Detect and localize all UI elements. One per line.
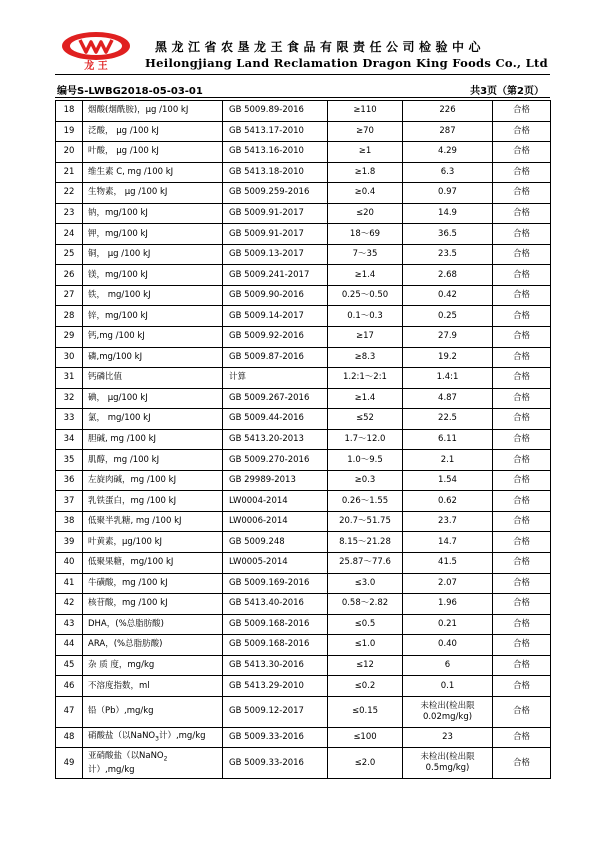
- row-number: 49: [56, 748, 83, 779]
- test-method: GB 5009.33-2016: [223, 748, 328, 779]
- test-item: DHA，(%总脂肪酸): [83, 614, 223, 635]
- test-result: 14.7: [403, 532, 493, 553]
- test-method: GB 5009.248: [223, 532, 328, 553]
- test-result: 19.2: [403, 347, 493, 368]
- row-number: 34: [56, 429, 83, 450]
- verdict: 合格: [493, 748, 551, 779]
- test-result: 226: [403, 101, 493, 122]
- verdict: 合格: [493, 696, 551, 727]
- row-number: 35: [56, 450, 83, 471]
- test-result: 14.9: [403, 203, 493, 224]
- verdict: 合格: [493, 368, 551, 389]
- standard-value: 25.87～77.6: [328, 553, 403, 574]
- standard-value: 1.7～12.0: [328, 429, 403, 450]
- test-result: 23.7: [403, 511, 493, 532]
- test-result: 23.5: [403, 244, 493, 265]
- test-method: LW0005-2014: [223, 553, 328, 574]
- row-number: 26: [56, 265, 83, 286]
- test-result: 6.11: [403, 429, 493, 450]
- test-item: 维生素 C, mg /100 kJ: [83, 162, 223, 183]
- test-method: GB 5009.267-2016: [223, 388, 328, 409]
- test-result: 6: [403, 655, 493, 676]
- test-result: 2.07: [403, 573, 493, 594]
- test-item: 低聚果糖，mg/100 kJ: [83, 553, 223, 574]
- test-method: GB 5413.29-2010: [223, 676, 328, 697]
- test-result: 0.42: [403, 285, 493, 306]
- test-method: GB 5009.33-2016: [223, 727, 328, 748]
- verdict: 合格: [493, 224, 551, 245]
- standard-value: ≥70: [328, 121, 403, 142]
- test-item: ARA，(%总脂肪酸): [83, 635, 223, 656]
- row-number: 33: [56, 409, 83, 430]
- row-number: 45: [56, 655, 83, 676]
- standard-value: 1.0～9.5: [328, 450, 403, 471]
- table-row: [56, 553, 551, 574]
- row-number: 24: [56, 224, 83, 245]
- test-method: LW0006-2014: [223, 511, 328, 532]
- test-result: 36.5: [403, 224, 493, 245]
- table-row: [56, 368, 551, 389]
- table-row: [56, 203, 551, 224]
- test-item: 左旋肉碱，mg /100 kJ: [83, 470, 223, 491]
- table-row: [56, 347, 551, 368]
- test-result: 2.1: [403, 450, 493, 471]
- standard-value: 20.7～51.75: [328, 511, 403, 532]
- company-logo: [60, 30, 132, 70]
- test-method: GB 5413.18-2010: [223, 162, 328, 183]
- test-result: 未检出(检出限 0.02mg/kg): [403, 696, 493, 727]
- test-item: 硝酸盐（以NaNO$_3$计）,mg/kg: [83, 727, 223, 748]
- test-method: GB 5009.168-2016: [223, 635, 328, 656]
- table-row: [56, 470, 551, 491]
- standard-value: ≤0.5: [328, 614, 403, 635]
- row-number: 44: [56, 635, 83, 656]
- standard-value: 18～69: [328, 224, 403, 245]
- verdict: 合格: [493, 121, 551, 142]
- verdict: 合格: [493, 573, 551, 594]
- row-number: 46: [56, 676, 83, 697]
- standard-value: ≤52: [328, 409, 403, 430]
- test-result: 41.5: [403, 553, 493, 574]
- verdict: 合格: [493, 655, 551, 676]
- row-number: 39: [56, 532, 83, 553]
- standard-value: ≥0.3: [328, 470, 403, 491]
- test-method: GB 5009.169-2016: [223, 573, 328, 594]
- table-row: [56, 265, 551, 286]
- test-method: GB 5009.89-2016: [223, 101, 328, 122]
- verdict: 合格: [493, 511, 551, 532]
- test-method: GB 5009.14-2017: [223, 306, 328, 327]
- row-number: 40: [56, 553, 83, 574]
- test-method: GB 5009.92-2016: [223, 327, 328, 348]
- verdict: 合格: [493, 470, 551, 491]
- test-item: 牛磺酸，mg /100 kJ: [83, 573, 223, 594]
- table-row: [56, 224, 551, 245]
- verdict: 合格: [493, 347, 551, 368]
- test-item: 钙,mg /100 kJ: [83, 327, 223, 348]
- verdict: 合格: [493, 306, 551, 327]
- test-result: 27.9: [403, 327, 493, 348]
- row-number: 25: [56, 244, 83, 265]
- row-number: 42: [56, 594, 83, 615]
- test-item: 不溶度指数，ml: [83, 676, 223, 697]
- row-number: 31: [56, 368, 83, 389]
- row-number: 20: [56, 142, 83, 163]
- report-number: 编号S-LWBG2018-05-03-01: [57, 86, 203, 97]
- verdict: 合格: [493, 285, 551, 306]
- standard-value: ≥110: [328, 101, 403, 122]
- test-method: 计算: [223, 368, 328, 389]
- verdict: 合格: [493, 429, 551, 450]
- test-method: GB 5009.259-2016: [223, 183, 328, 204]
- row-number: 36: [56, 470, 83, 491]
- test-item: 杂 质 度，mg/kg: [83, 655, 223, 676]
- verdict: 合格: [493, 409, 551, 430]
- test-method: LW0004-2014: [223, 491, 328, 512]
- table-row: [56, 450, 551, 471]
- table-row: [56, 696, 551, 727]
- standard-value: ≥1: [328, 142, 403, 163]
- test-result: 287: [403, 121, 493, 142]
- verdict: 合格: [493, 203, 551, 224]
- table-row: [56, 727, 551, 748]
- test-item: 钠，mg/100 kJ: [83, 203, 223, 224]
- test-item: 铁， mg/100 kJ: [83, 285, 223, 306]
- table-row: [56, 573, 551, 594]
- table-row: [56, 676, 551, 697]
- test-item: 胆碱, mg /100 kJ: [83, 429, 223, 450]
- test-item: 叶黄素，μg/100 kJ: [83, 532, 223, 553]
- test-result: 未检出(检出限 0.5mg/kg): [403, 748, 493, 779]
- test-result: 2.68: [403, 265, 493, 286]
- results-table: [55, 100, 551, 779]
- standard-value: 0.1～0.3: [328, 306, 403, 327]
- standard-value: 0.26～1.55: [328, 491, 403, 512]
- table-row: [56, 162, 551, 183]
- standard-value: ≤20: [328, 203, 403, 224]
- test-method: GB 5413.17-2010: [223, 121, 328, 142]
- test-item: 亚硝酸盐（以NaNO$_2$ 计）,mg/kg: [83, 748, 223, 779]
- test-result: 0.40: [403, 635, 493, 656]
- test-result: 0.25: [403, 306, 493, 327]
- test-result: 4.87: [403, 388, 493, 409]
- standard-value: 8.15～21.28: [328, 532, 403, 553]
- table-row: [56, 748, 551, 779]
- row-number: 21: [56, 162, 83, 183]
- test-method: GB 5009.12-2017: [223, 696, 328, 727]
- table-row: [56, 532, 551, 553]
- test-result: 1.4:1: [403, 368, 493, 389]
- table-row: [56, 285, 551, 306]
- test-item: 磷,mg/100 kJ: [83, 347, 223, 368]
- test-item: 乳铁蛋白，mg /100 kJ: [83, 491, 223, 512]
- test-item: 锌，mg/100 kJ: [83, 306, 223, 327]
- standard-value: ≥1.8: [328, 162, 403, 183]
- test-method: GB 5009.90-2016: [223, 285, 328, 306]
- table-row: [56, 244, 551, 265]
- row-number: 22: [56, 183, 83, 204]
- table-row: [56, 327, 551, 348]
- row-number: 30: [56, 347, 83, 368]
- test-result: 0.62: [403, 491, 493, 512]
- test-result: 4.29: [403, 142, 493, 163]
- test-method: GB 5009.44-2016: [223, 409, 328, 430]
- test-item: 低聚半乳糖, mg /100 kJ: [83, 511, 223, 532]
- test-result: 22.5: [403, 409, 493, 430]
- verdict: 合格: [493, 594, 551, 615]
- standard-value: ≥1.4: [328, 265, 403, 286]
- test-item: 铅（Pb）,mg/kg: [83, 696, 223, 727]
- test-method: GB 5009.91-2017: [223, 203, 328, 224]
- standard-value: 7～35: [328, 244, 403, 265]
- company-name-en: Heilongjiang Land Reclamation Dragon King Foods Co., Ltd: [145, 56, 548, 70]
- test-item: 核苷酸，mg /100 kJ: [83, 594, 223, 615]
- test-method: GB 5009.168-2016: [223, 614, 328, 635]
- standard-value: ≤0.15: [328, 696, 403, 727]
- verdict: 合格: [493, 183, 551, 204]
- verdict: 合格: [493, 162, 551, 183]
- row-number: 29: [56, 327, 83, 348]
- test-method: GB 5009.270-2016: [223, 450, 328, 471]
- table-row: [56, 635, 551, 656]
- test-result: 0.97: [403, 183, 493, 204]
- test-method: GB 29989-2013: [223, 470, 328, 491]
- table-row: [56, 511, 551, 532]
- table-row: [56, 614, 551, 635]
- row-number: 41: [56, 573, 83, 594]
- verdict: 合格: [493, 553, 551, 574]
- test-item: 氯， mg/100 kJ: [83, 409, 223, 430]
- table-row: [56, 142, 551, 163]
- row-number: 32: [56, 388, 83, 409]
- verdict: 合格: [493, 450, 551, 471]
- verdict: 合格: [493, 635, 551, 656]
- row-number: 18: [56, 101, 83, 122]
- test-item: 钾，mg/100 kJ: [83, 224, 223, 245]
- test-result: 23: [403, 727, 493, 748]
- verdict: 合格: [493, 327, 551, 348]
- test-item: 泛酸， μg /100 kJ: [83, 121, 223, 142]
- row-number: 23: [56, 203, 83, 224]
- test-item: 烟酸(烟酰胺)，μg /100 kJ: [83, 101, 223, 122]
- meta-divider: [55, 97, 550, 98]
- verdict: 合格: [493, 614, 551, 635]
- verdict: 合格: [493, 676, 551, 697]
- logo-text: 龙 王: [84, 61, 108, 70]
- test-item: 铜， μg /100 kJ: [83, 244, 223, 265]
- table-row: [56, 388, 551, 409]
- standard-value: ≥1.4: [328, 388, 403, 409]
- test-item: 钙磷比值: [83, 368, 223, 389]
- test-method: GB 5009.87-2016: [223, 347, 328, 368]
- standard-value: ≥8.3: [328, 347, 403, 368]
- test-result: 0.21: [403, 614, 493, 635]
- verdict: 合格: [493, 265, 551, 286]
- table-row: [56, 429, 551, 450]
- company-name-cn: 黑龙江省农垦龙王食品有限责任公司检验中心: [155, 40, 486, 54]
- test-method: GB 5009.91-2017: [223, 224, 328, 245]
- standard-value: ≥17: [328, 327, 403, 348]
- table-row: [56, 306, 551, 327]
- header-divider: [55, 74, 550, 75]
- standard-value: ≤100: [328, 727, 403, 748]
- table-row: [56, 594, 551, 615]
- verdict: 合格: [493, 101, 551, 122]
- test-method: GB 5009.13-2017: [223, 244, 328, 265]
- test-item: 肌醇，mg /100 kJ: [83, 450, 223, 471]
- standard-value: ≤0.2: [328, 676, 403, 697]
- table-row: [56, 655, 551, 676]
- test-method: GB 5413.16-2010: [223, 142, 328, 163]
- verdict: 合格: [493, 727, 551, 748]
- standard-value: 1.2:1～2:1: [328, 368, 403, 389]
- row-number: 47: [56, 696, 83, 727]
- row-number: 37: [56, 491, 83, 512]
- test-result: 6.3: [403, 162, 493, 183]
- report-meta: [55, 82, 550, 96]
- verdict: 合格: [493, 532, 551, 553]
- page-info: 共3页（第2页）: [470, 86, 544, 97]
- verdict: 合格: [493, 491, 551, 512]
- standard-value: ≤1.0: [328, 635, 403, 656]
- row-number: 19: [56, 121, 83, 142]
- standard-value: ≥0.4: [328, 183, 403, 204]
- table-row: [56, 183, 551, 204]
- test-method: GB 5009.241-2017: [223, 265, 328, 286]
- row-number: 27: [56, 285, 83, 306]
- test-method: GB 5413.40-2016: [223, 594, 328, 615]
- test-item: 镁，mg/100 kJ: [83, 265, 223, 286]
- test-item: 碘， μg/100 kJ: [83, 388, 223, 409]
- standard-value: 0.25～0.50: [328, 285, 403, 306]
- row-number: 48: [56, 727, 83, 748]
- test-method: GB 5413.20-2013: [223, 429, 328, 450]
- standard-value: ≤3.0: [328, 573, 403, 594]
- test-result: 1.54: [403, 470, 493, 491]
- table-row: [56, 409, 551, 430]
- standard-value: ≤12: [328, 655, 403, 676]
- row-number: 28: [56, 306, 83, 327]
- row-number: 38: [56, 511, 83, 532]
- row-number: 43: [56, 614, 83, 635]
- letterhead: [60, 30, 550, 80]
- test-result: 1.96: [403, 594, 493, 615]
- standard-value: ≤2.0: [328, 748, 403, 779]
- test-result: 0.1: [403, 676, 493, 697]
- test-item: 生物素， μg /100 kJ: [83, 183, 223, 204]
- verdict: 合格: [493, 244, 551, 265]
- verdict: 合格: [493, 388, 551, 409]
- table-row: [56, 101, 551, 122]
- standard-value: 0.58～2.82: [328, 594, 403, 615]
- verdict: 合格: [493, 142, 551, 163]
- test-method: GB 5413.30-2016: [223, 655, 328, 676]
- table-row: [56, 491, 551, 512]
- test-item: 叶酸， μg /100 kJ: [83, 142, 223, 163]
- table-row: [56, 121, 551, 142]
